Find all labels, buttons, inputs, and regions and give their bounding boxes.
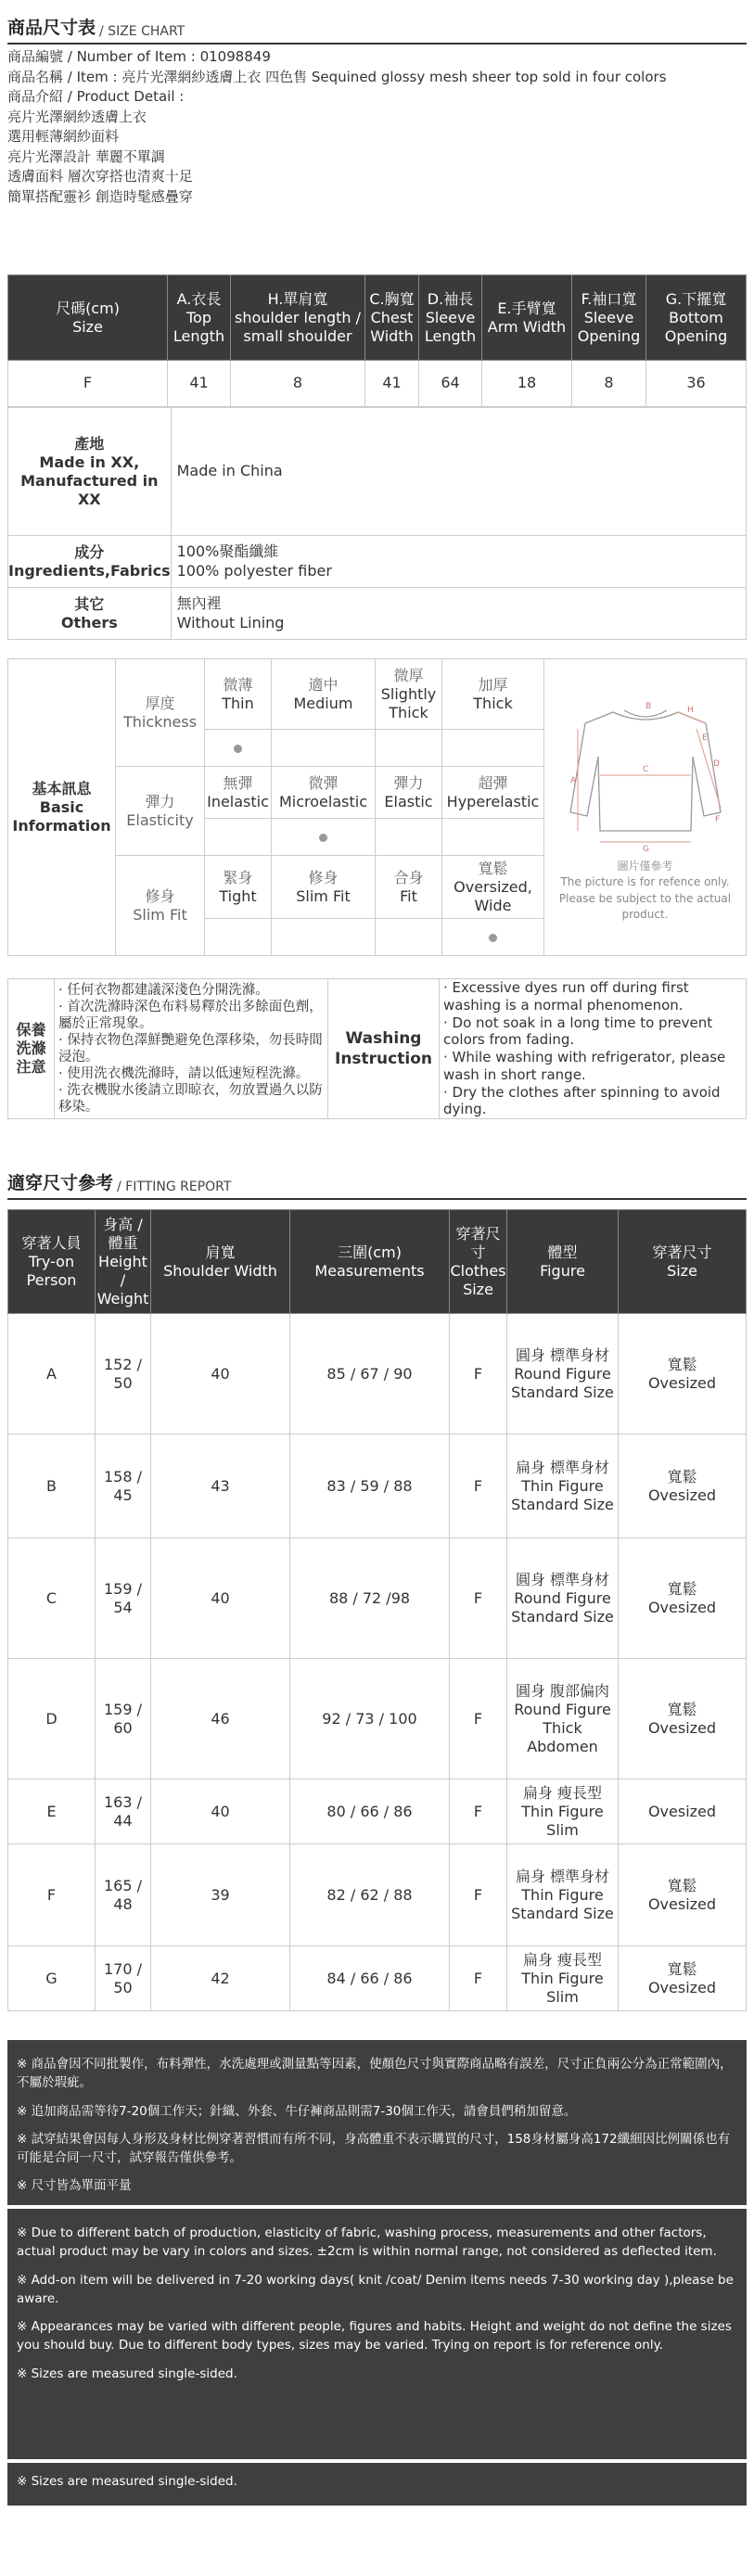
size-table xyxy=(7,274,747,407)
header-top-length: A.衣長 Top Length xyxy=(168,275,231,361)
thickness-label: 厚度 Thickness xyxy=(116,659,205,767)
washing-zh-line: · 洗衣機脫水後請立即晾衣，勿放置過久以防移染。 xyxy=(58,1082,324,1116)
fit-header-meas: 三圍(cm) Measurements xyxy=(290,1210,450,1314)
note-line: ※ Due to different batch of production, elasticity of fabric, washing process, measurements and other factors, actual product may be vary in colors and sizes. ±2cm is within normal range, not considered as deflected item. xyxy=(17,2225,717,2260)
fit-option: 合身 Fit xyxy=(376,856,442,919)
note-line: ※ Appearances may be varied with different people, figures and habits. Height and weight do not define the sizes you should buy. Due to different body types, sizes may be varied. Trying on report is for reference only. xyxy=(17,2319,732,2353)
selected-dot-icon xyxy=(234,745,242,753)
thickness-option: 微薄 Thin xyxy=(205,659,272,730)
intro-line: 透膚面料 層次穿搭也清爽十足 xyxy=(7,168,193,185)
details-table xyxy=(7,407,747,640)
washing-zh-line: · 首次洗滌時深色布料易釋於出多餘面色劑，屬於正常現象。 xyxy=(58,999,324,1032)
washing-zh-line: · 任何衣物都建議深淺色分開洗滌。 xyxy=(58,982,324,999)
washing-zh-line: · 使用洗衣機洗滌時，請以低速短程洗滌。 xyxy=(58,1065,324,1082)
svg-text:G: G xyxy=(642,844,649,854)
fit-option: 緊身 Tight xyxy=(205,856,272,919)
others-label: 其它 Others xyxy=(8,588,172,640)
intro-line: 簡單搭配靈衫 創造時髦感疊穿 xyxy=(7,187,193,205)
selected-dot-icon xyxy=(319,834,327,842)
header-sleeve-length: D.袖長 Sleeve Length xyxy=(419,275,482,361)
cell: 8 xyxy=(231,361,365,407)
fit-option: 寬鬆 Oversized, Wide xyxy=(442,856,544,919)
note-line: ※ 尺寸皆為單面平量 xyxy=(17,2178,132,2194)
thickness-option: 微厚 Slightly Thick xyxy=(376,659,442,730)
washing-wrap xyxy=(7,978,747,1119)
washing-zh-line: · 保持衣物色澤鮮艷避免色澤移染，勿長時間浸泡。 xyxy=(58,1032,324,1065)
note-line: ※ 試穿結果會因每人身形及身材比例穿著習慣而有所不同，身高體重不表示購買的尺寸，158身材屬身高172纖細因比例關係也有可能是合同一尺寸，試穿報告僅供參考。 xyxy=(17,2131,731,2165)
header-shoulder: H.單肩寬 shoulder length / small shoulder xyxy=(231,275,365,361)
divider xyxy=(7,1198,747,1200)
washing-en-line: · Excessive dyes run off during first washing is a normal phenomenon. xyxy=(443,979,742,1014)
header-size: 尺碼(cm) Size xyxy=(8,275,168,361)
origin-value: Made in China xyxy=(171,408,746,536)
fit-header-shoulder: 肩寬 Shoulder Width xyxy=(151,1210,290,1314)
cell: 8 xyxy=(572,361,646,407)
fit-mark xyxy=(442,919,544,956)
others-value: 無內裡 Without Lining xyxy=(171,588,746,640)
table-row: D 159 / 60 46 92 / 73 / 100 F 圓身 腹部偏肉 Round Figure Thick Abdomen 寬鬆 Ovesized xyxy=(8,1659,747,1779)
ingredients-label: 成分 Ingredients,Fabrics xyxy=(8,536,172,588)
table-row: A 152 / 50 40 85 / 67 / 90 F 圓身 標準身材 Round Figure Standard Size 寬鬆 Ovesized xyxy=(8,1314,747,1435)
selected-dot-icon xyxy=(489,934,497,942)
header-chest: C.胸寬 Chest Width xyxy=(365,275,419,361)
elasticity-option: 無彈 Inelastic xyxy=(205,767,272,819)
table-row: B 158 / 45 43 83 / 59 / 88 F 扁身 標準身材 Thin Figure Standard Size 寬鬆 Ovesized xyxy=(8,1435,747,1538)
thickness-option: 加厚 Thick xyxy=(442,659,544,730)
picture-note: 圖片僅參考 The picture is for refence only. Please be subject to the actual product. xyxy=(558,859,732,921)
note-line: ※ Add-on item will be delivered in 7-20 working days( knit /coat/ Denim items needs 7-30 working day ),please be aware. xyxy=(17,2272,734,2306)
fit-header-figure: 體型 Figure xyxy=(507,1210,619,1314)
cell: 41 xyxy=(168,361,231,407)
intro-label: 商品介紹 / Product Detail : xyxy=(7,88,185,105)
garment-sketch-icon xyxy=(557,692,734,854)
svg-text:B: B xyxy=(645,701,651,711)
fitting-table xyxy=(7,1209,747,2011)
item-number: 商品編號 / Number of Item : 01098849 xyxy=(7,48,271,65)
size-table-wrap xyxy=(7,274,747,640)
svg-text:A: A xyxy=(569,775,576,785)
size-chart-header xyxy=(7,17,747,45)
washing-en xyxy=(440,979,747,1119)
washing-en-line: · While washing with refrigerator, please wash in short range. xyxy=(443,1049,742,1084)
ingredients-value: 100%聚酯纖維 100% polyester fiber xyxy=(171,536,746,588)
elasticity-option: 微彈 Microelastic xyxy=(272,767,376,819)
table-row: E 163 / 44 40 80 / 66 / 86 F 扁身 瘦長型 Thin Figure Slim Ovesized xyxy=(8,1779,747,1844)
washing-label-zh: 保養洗滌注意 xyxy=(8,979,55,1119)
fit-option: 修身 Slim Fit xyxy=(272,856,376,919)
divider xyxy=(7,43,747,45)
cell: F xyxy=(8,361,168,407)
notes-en xyxy=(7,2209,747,2459)
washing-table xyxy=(7,978,747,1119)
note-line: ※ Sizes are measured single-sided. xyxy=(17,2474,237,2489)
elasticity-option: 超彈 Hyperelastic xyxy=(442,767,544,819)
thickness-mark xyxy=(205,730,272,767)
thickness-option: 適中 Medium xyxy=(272,659,376,730)
fitting-title: 適穿尺寸參考 xyxy=(7,1173,114,1193)
svg-text:D: D xyxy=(712,759,720,769)
washing-label-en: Washing Instruction xyxy=(328,979,440,1119)
note-line: ※ Sizes are measured single-sided. xyxy=(17,2366,237,2381)
elasticity-label: 彈力 Elasticity xyxy=(116,767,205,856)
sketch-cell xyxy=(544,659,747,956)
basic-info-wrap xyxy=(7,658,747,956)
others-row xyxy=(8,588,747,640)
fit-header-size: 穿著尺寸 Clothes Size xyxy=(450,1210,507,1314)
cell: 41 xyxy=(365,361,419,407)
origin-row xyxy=(8,408,747,536)
elasticity-option: 彈力 Elastic xyxy=(376,767,442,819)
basic-info-label: 基本訊息 Basic Information xyxy=(8,659,116,956)
note-line: ※ 追加商品需等待7-20個工作天；針織、外套、牛仔褲商品則需7-30個工作天，請會員們稍加留意。 xyxy=(17,2103,577,2119)
fit-header-fit: 穿著尺寸 Size xyxy=(619,1210,747,1314)
basic-info-table xyxy=(7,658,747,956)
header-bottom-opening: G.下擺寬 Bottom Opening xyxy=(646,275,747,361)
item-name: 商品名稱 / Item : 亮片光澤網紗透膚上衣 四色售 Sequined glossy mesh sheer top sold in four colors xyxy=(7,68,667,85)
table-row: F 165 / 48 39 82 / 62 / 88 F 扁身 標準身材 Thin Figure Standard Size 寬鬆 Ovesized xyxy=(8,1844,747,1946)
intro-line: 亮片光澤設計 華麗不單調 xyxy=(7,147,165,165)
washing-zh xyxy=(55,979,328,1119)
washing-en-line: · Do not soak in a long time to prevent colors from fading. xyxy=(443,1014,742,1050)
fitting-wrap xyxy=(7,1209,747,2011)
washing-en-line: · Dry the clothes after spinning to avoid dying. xyxy=(443,1084,742,1119)
cell: 64 xyxy=(419,361,482,407)
intro-line: 亮片光澤網紗透膚上衣 xyxy=(7,108,147,125)
cell: 18 xyxy=(482,361,572,407)
fitting-subtitle: / FITTING REPORT xyxy=(117,1179,232,1194)
ingredients-row xyxy=(8,536,747,588)
svg-text:H: H xyxy=(686,705,694,715)
intro-line: 選用輕薄網紗面料 xyxy=(7,128,120,145)
table-row: G 170 / 50 42 84 / 66 / 86 F 扁身 瘦長型 Thin Figure Slim 寬鬆 Ovesized xyxy=(8,1946,747,2011)
note-line: ※ 商品會因不同批製作，布料彈性，水洗處理或測量點等因素，使顏色尺寸與實際商品略有誤差，尺寸正負兩公分為正常範圍內，不屬於瑕疵。 xyxy=(17,2057,733,2091)
header-arm-width: E.手臂寬 Arm Width xyxy=(482,275,572,361)
fitting-header xyxy=(7,1172,747,1200)
notes-final xyxy=(7,2463,747,2506)
header-sleeve-opening: F.袖口寬 Sleeve Opening xyxy=(572,275,646,361)
notes-zh xyxy=(7,2040,747,2205)
svg-text:E: E xyxy=(701,733,708,743)
page-title: 商品尺寸表 xyxy=(7,18,96,38)
svg-text:C: C xyxy=(642,764,648,774)
page-subtitle: / SIZE CHART xyxy=(99,23,185,39)
cell: 36 xyxy=(646,361,747,407)
fit-header-person: 穿著人員 Try-on Person xyxy=(8,1210,96,1314)
table-row xyxy=(8,361,747,407)
origin-label: 產地 Made in XX, Manufactured in XX xyxy=(8,408,172,536)
fit-label: 修身 Slim Fit xyxy=(116,856,205,956)
svg-text:F: F xyxy=(714,814,720,824)
fit-header-hw: 身高 / 體重 Height / Weight xyxy=(96,1210,151,1314)
product-info xyxy=(7,46,747,208)
table-row: C 159 / 54 40 88 / 72 /98 F 圓身 標準身材 Round Figure Standard Size 寬鬆 Ovesized xyxy=(8,1538,747,1659)
elasticity-mark xyxy=(272,819,376,856)
